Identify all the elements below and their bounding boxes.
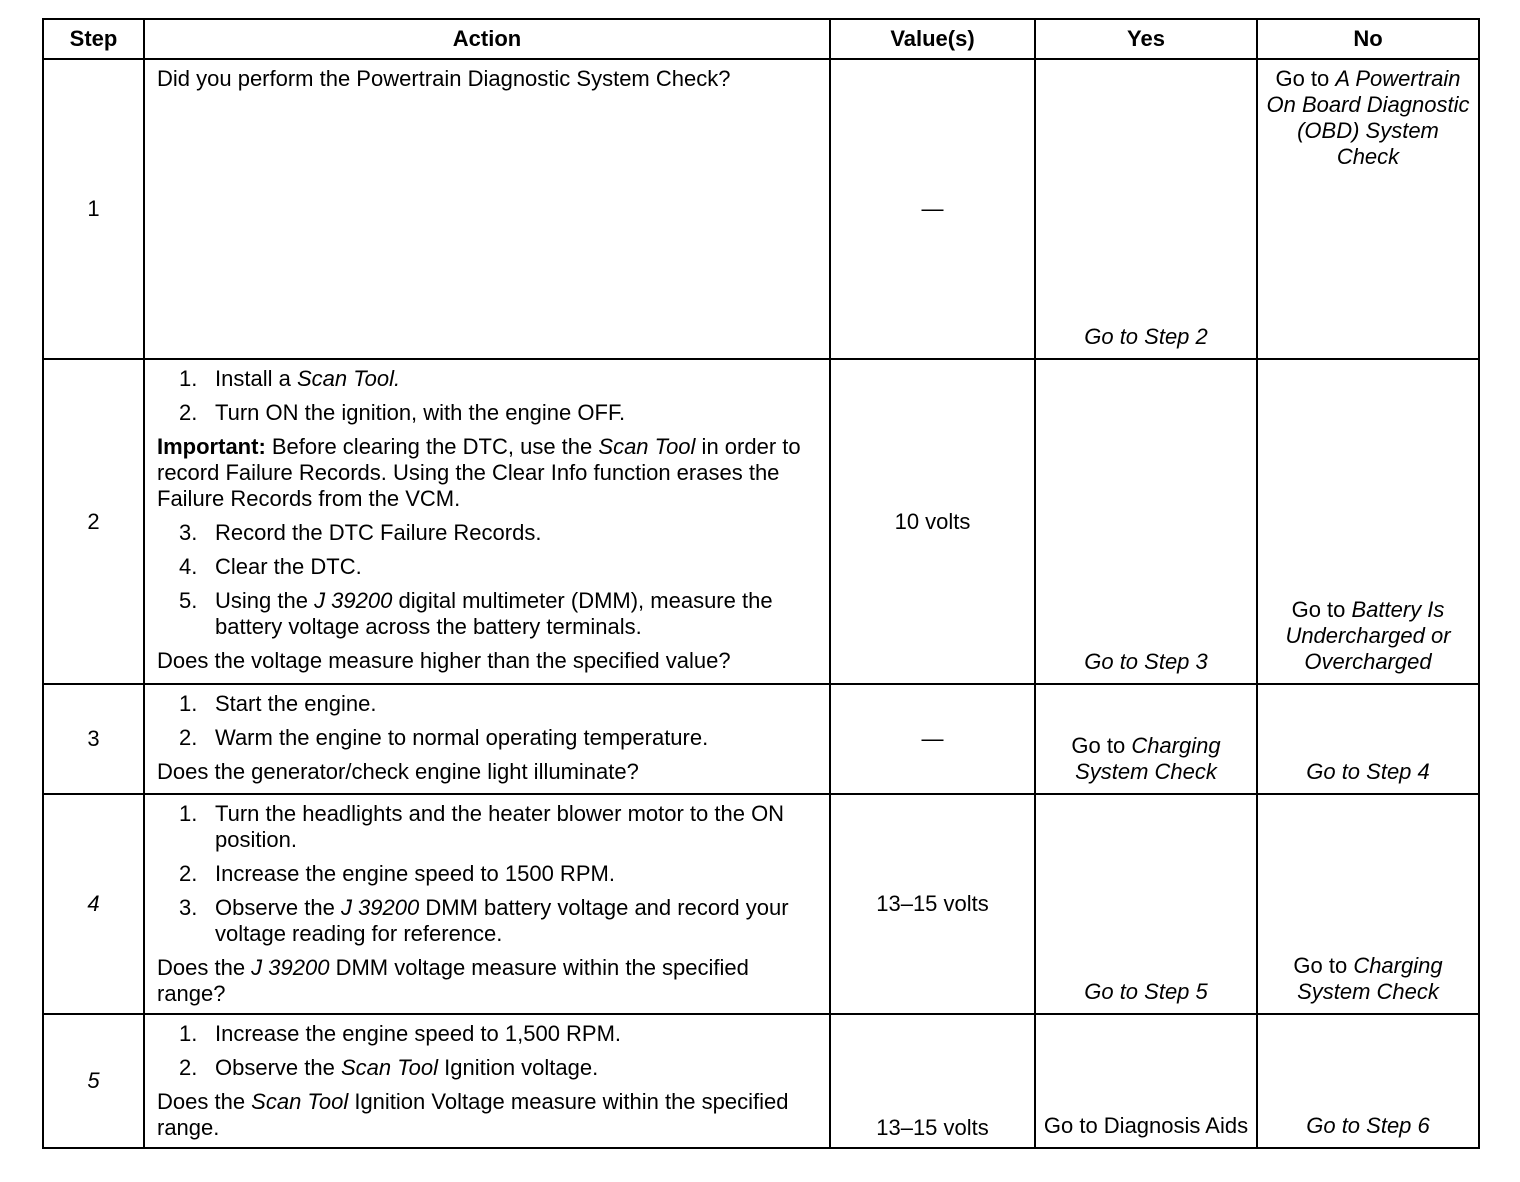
no-cell bbox=[1257, 1014, 1479, 1148]
step-number: 2 bbox=[43, 359, 144, 684]
diagnostic-table bbox=[42, 18, 1480, 1149]
action-question: Does the J 39200 DMM voltage measure within the specified range? bbox=[157, 955, 749, 1006]
table-row bbox=[43, 684, 1479, 794]
yes-cell bbox=[1035, 794, 1257, 1014]
action-step: 1. Turn the headlights and the heater blower motor to the ON position. bbox=[179, 801, 785, 852]
action-cell bbox=[144, 359, 830, 684]
no-link[interactable]: Go to Step 4 bbox=[1306, 759, 1430, 784]
no-link[interactable]: Charging System Check bbox=[1297, 953, 1443, 1004]
value-cell: 13–15 volts bbox=[830, 794, 1035, 1014]
yes-link[interactable]: Go to Step 3 bbox=[1084, 649, 1208, 674]
action-question: Does the generator/check engine light illuminate? bbox=[157, 759, 639, 784]
step-number: 3 bbox=[43, 684, 144, 794]
yes-link[interactable]: Go to Step 2 bbox=[1084, 324, 1208, 349]
action-step: 2. Increase the engine speed to 1500 RPM. bbox=[179, 861, 615, 886]
header-yes: Yes bbox=[1035, 19, 1257, 59]
action-question: Did you perform the Powertrain Diagnostic System Check? bbox=[157, 66, 731, 91]
table-row bbox=[43, 59, 1479, 359]
no-link[interactable]: Go to Step 6 bbox=[1306, 1113, 1430, 1138]
action-step: 3. Record the DTC Failure Records. bbox=[179, 520, 542, 545]
action-cell bbox=[144, 59, 830, 359]
yes-link[interactable]: Charging System Check bbox=[1075, 733, 1221, 784]
no-cell: Go to Battery Is Undercharged or Overcharged bbox=[1257, 359, 1479, 684]
value-cell: 10 volts bbox=[830, 359, 1035, 684]
no-cell: Go to A Powertrain On Board Diagnostic (OBD) System Check bbox=[1257, 59, 1479, 359]
action-cell bbox=[144, 794, 830, 1014]
action-step: 4. Clear the DTC. bbox=[179, 554, 362, 579]
action-step: 1. Increase the engine speed to 1,500 RPM. bbox=[179, 1021, 622, 1046]
yes-link[interactable]: Go to Step 5 bbox=[1084, 979, 1208, 1004]
action-step: 5. Using the J 39200 digital multimeter (DMM), measure the battery voltage across the battery terminals. bbox=[179, 588, 773, 639]
action-question: Does the Scan Tool Ignition Voltage measure within the specified range. bbox=[157, 1089, 789, 1140]
action-cell bbox=[144, 1014, 830, 1148]
step-number: 1 bbox=[43, 59, 144, 359]
action-step: 3. Observe the J 39200 DMM battery voltage and record your voltage reading for reference. bbox=[179, 895, 789, 946]
header-step: Step bbox=[43, 19, 144, 59]
action-step: 1. Start the engine. bbox=[179, 691, 377, 716]
step-number: 5 bbox=[43, 1014, 144, 1148]
table-row bbox=[43, 1014, 1479, 1148]
action-step: 1. Install a Scan Tool. bbox=[179, 366, 401, 391]
header-row bbox=[43, 19, 1479, 59]
yes-cell bbox=[1035, 359, 1257, 684]
header-values: Value(s) bbox=[830, 19, 1035, 59]
value-cell: — bbox=[830, 684, 1035, 794]
step-number: 4 bbox=[43, 794, 144, 1014]
yes-cell bbox=[1035, 1014, 1257, 1148]
important-note: Important: Before clearing the DTC, use the Scan Tool in order to record Failure Records. Using the Clear Info function erases the Failure Records from the VCM. bbox=[157, 434, 801, 511]
no-link[interactable]: A Powertrain On Board Diagnostic (OBD) System Check bbox=[1266, 66, 1470, 169]
no-cell: Go to Charging System Check bbox=[1257, 794, 1479, 1014]
action-step: 2. Observe the Scan Tool Ignition voltage. bbox=[179, 1055, 599, 1080]
header-action: Action bbox=[144, 19, 830, 59]
header-no: No bbox=[1257, 19, 1479, 59]
value-cell: 13–15 volts bbox=[830, 1014, 1035, 1148]
value-cell: — bbox=[830, 59, 1035, 359]
table-row bbox=[43, 794, 1479, 1014]
yes-cell: Go to Charging System Check bbox=[1035, 684, 1257, 794]
no-cell bbox=[1257, 684, 1479, 794]
no-link[interactable]: Battery Is Undercharged or Overcharged bbox=[1285, 597, 1451, 674]
table-row bbox=[43, 359, 1479, 684]
action-cell bbox=[144, 684, 830, 794]
action-step: 2. Warm the engine to normal operating temperature. bbox=[179, 725, 709, 750]
action-step: 2. Turn ON the ignition, with the engine OFF. bbox=[179, 400, 626, 425]
yes-link[interactable]: Go to Diagnosis Aids bbox=[1043, 1113, 1249, 1138]
action-question: Does the voltage measure higher than the specified value? bbox=[157, 648, 731, 673]
yes-cell bbox=[1035, 59, 1257, 359]
